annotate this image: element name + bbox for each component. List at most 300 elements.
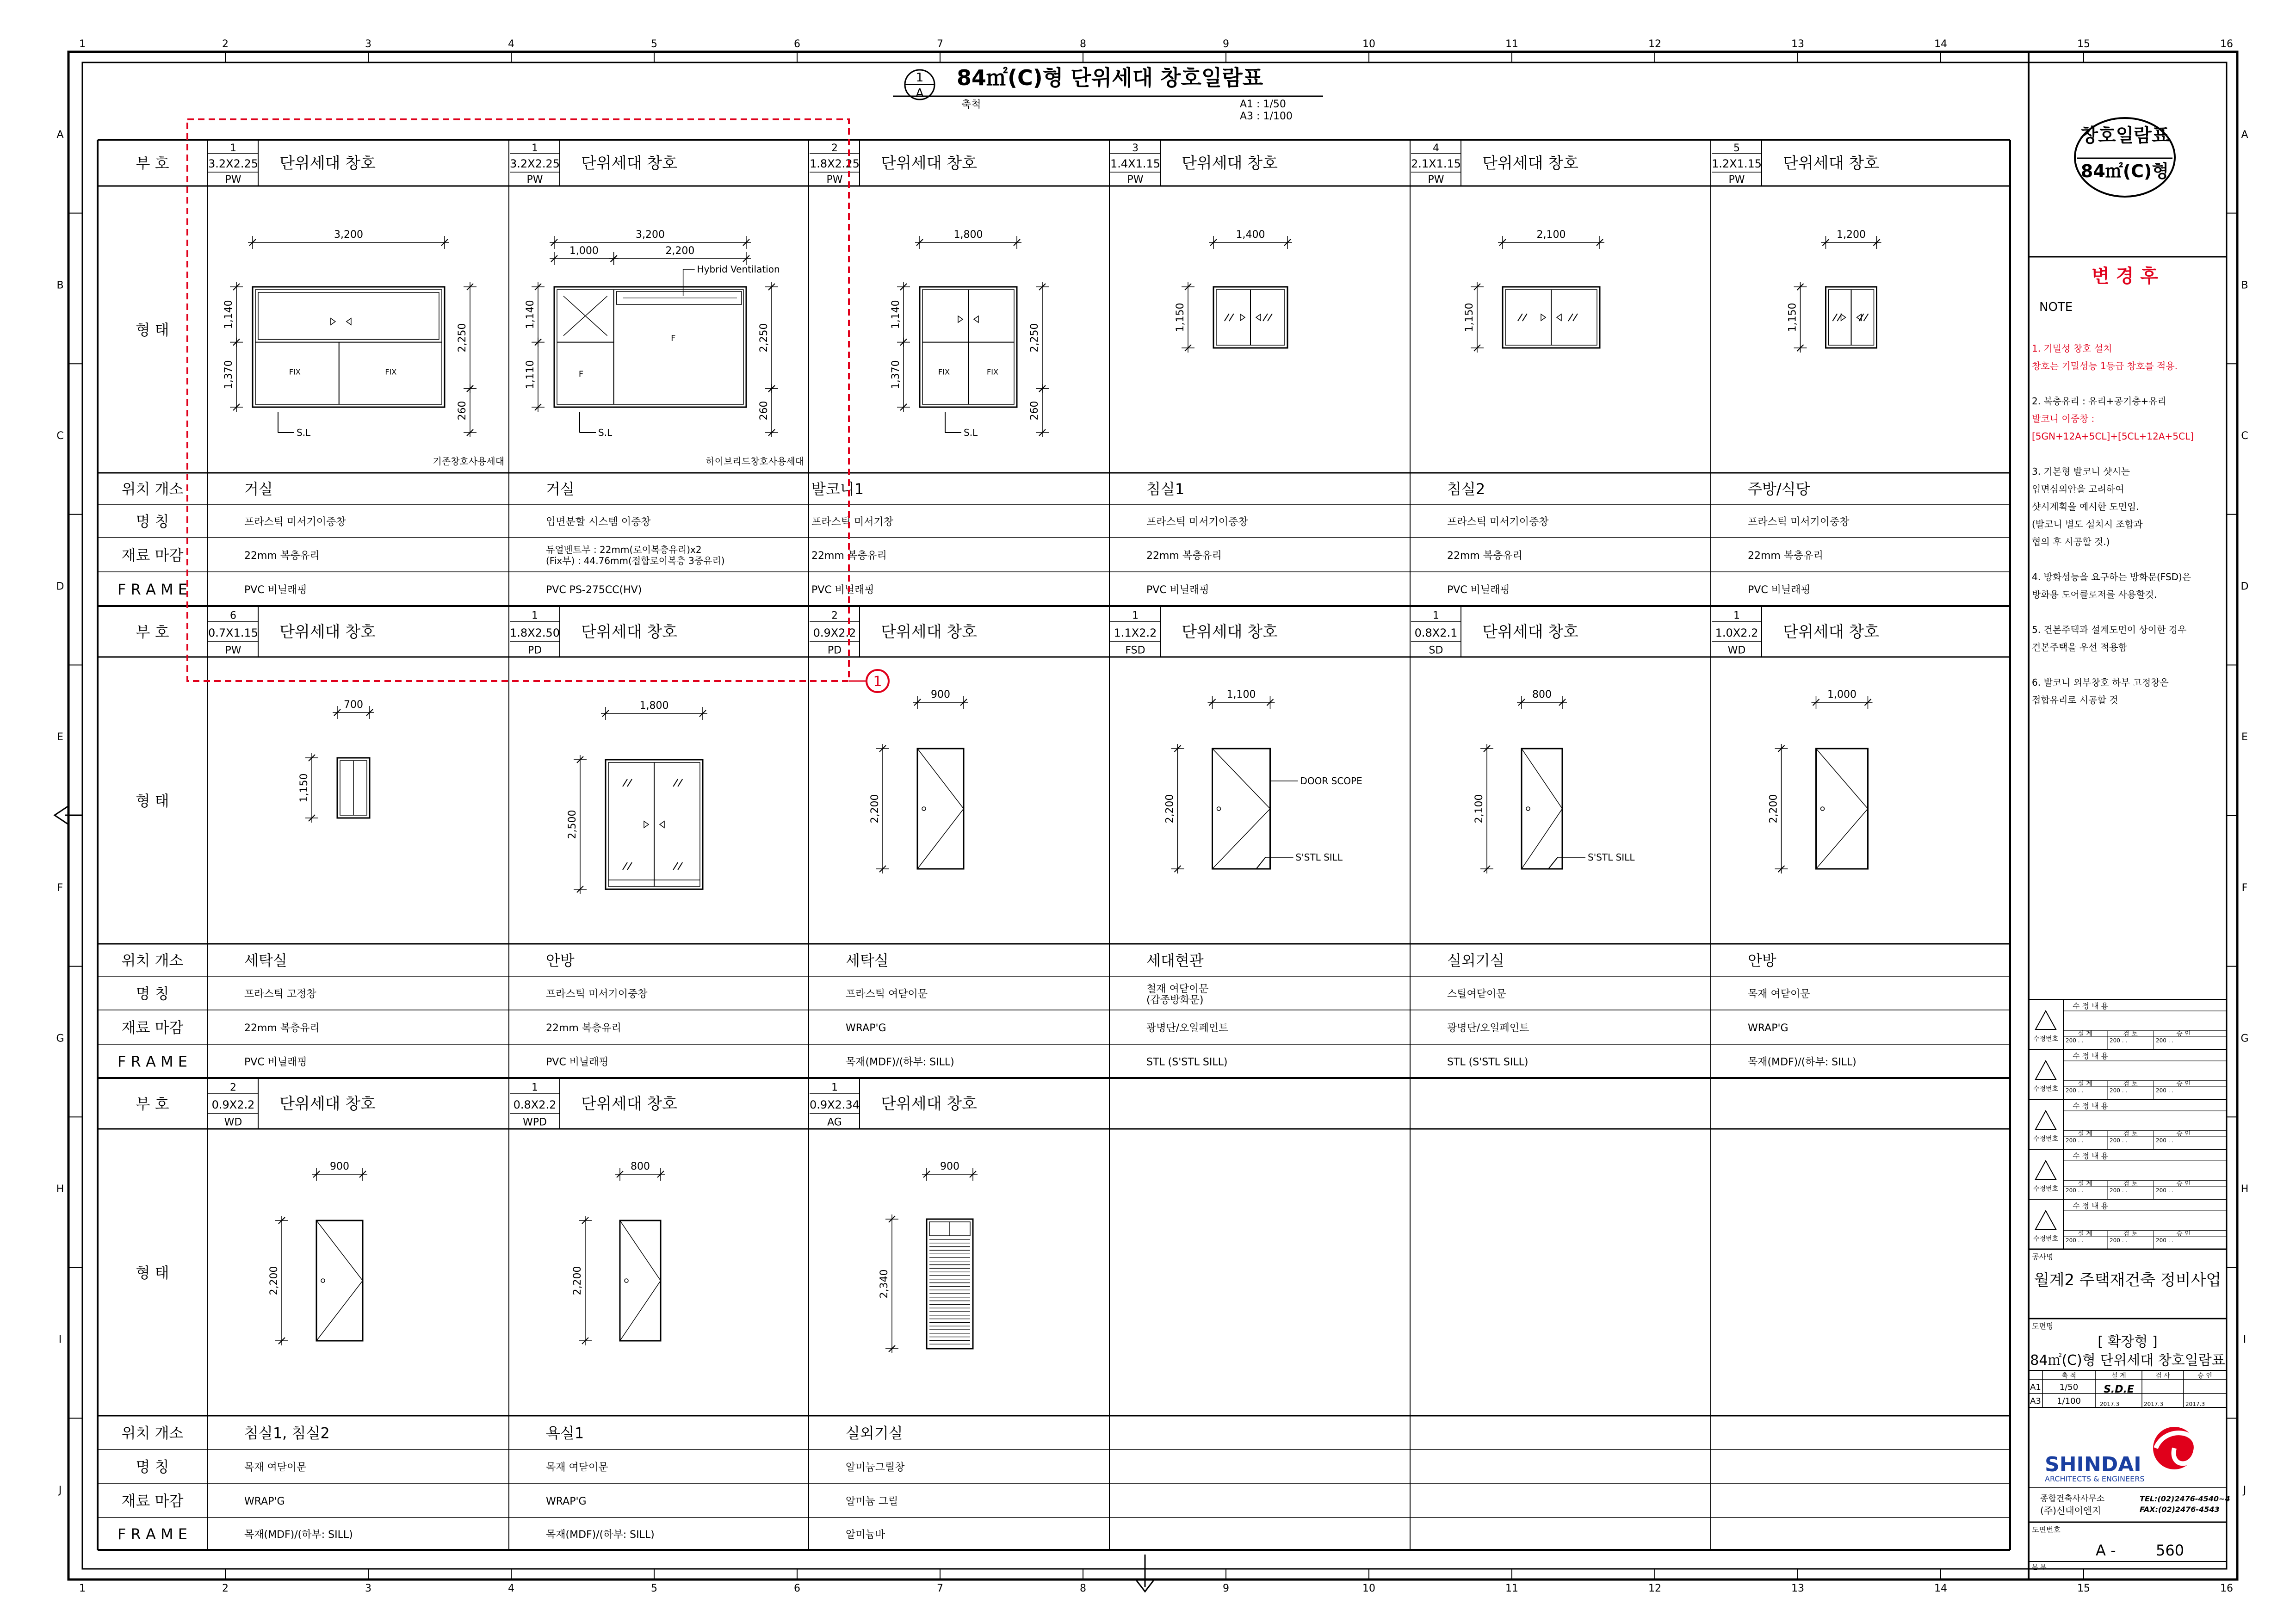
item-size: 0.9X2.2 — [813, 626, 856, 639]
grid-row-label: H — [56, 1183, 64, 1195]
scale-a1: A1 : 1/50 — [1240, 99, 1286, 110]
revision-date: 200 . . — [2066, 1237, 2084, 1244]
item-name: 프라스틱 미서기이중창 — [546, 988, 648, 1000]
item-title: 단위세대 창호 — [881, 154, 977, 173]
item-type: PW — [225, 644, 241, 657]
revision-approve-label: 승 인 — [2176, 1080, 2191, 1088]
item-location: 침실1 — [1146, 480, 1185, 498]
dimension-label: 1,370 — [223, 360, 235, 390]
dimension-label: 2,200 — [1164, 794, 1176, 824]
grid-col-label: 7 — [937, 1583, 943, 1594]
grid-row-label: C — [56, 430, 64, 442]
item-frame: 목재(MDF)/(하부: SILL) — [846, 1056, 954, 1068]
hybrid-callout: Hybrid Ventilation — [697, 264, 780, 275]
sheet-badge-title: 창호일람표 — [2080, 125, 2170, 146]
dimension-label: 800 — [631, 1161, 650, 1172]
company-fax: FAX:(02)2476-4543 — [2140, 1505, 2220, 1514]
revision-approve-label: 승 인 — [2176, 1230, 2191, 1238]
item-title: 단위세대 창호 — [279, 154, 376, 173]
revision-number-label: 수정번호 — [2033, 1135, 2059, 1143]
grid-col-label: 2 — [222, 1583, 229, 1594]
revision-content-label: 수 정 내 용 — [2073, 1102, 2109, 1110]
item-location: 실외기실 — [1447, 952, 1504, 969]
dimension-label: 1,370 — [890, 360, 902, 390]
item-title: 단위세대 창호 — [1783, 154, 1879, 173]
row-label-frame: F R A M E — [117, 1525, 188, 1543]
grid-row-label: E — [2241, 731, 2248, 743]
grid-col-label: 7 — [937, 38, 943, 50]
item-title: 단위세대 창호 — [1783, 623, 1879, 641]
item-name: 스틸여닫이문 — [1447, 988, 1506, 1000]
dimension-label: 2,250 — [1029, 323, 1040, 353]
item-type: AG — [827, 1116, 842, 1128]
elevation-note: 하이브리드창호사용세대 — [706, 456, 804, 467]
revision-number-label: 수정번호 — [2033, 1185, 2059, 1193]
item-type: PD — [527, 644, 542, 657]
item-frame: PVC 비닐래핑 — [1146, 584, 1209, 596]
grid-row-label: D — [2240, 581, 2249, 593]
bonbu-label: 본 부 — [2032, 1564, 2047, 1571]
row-label-finish: 재료 마감 — [121, 1019, 184, 1036]
fix-label: FIX — [385, 367, 397, 377]
dimension-label: 260 — [758, 401, 770, 421]
item-name: 목재 여닫이문 — [1748, 988, 1810, 1000]
grid-row-label: A — [2241, 129, 2248, 141]
item-frame: STL (S'STL SILL) — [1146, 1056, 1228, 1068]
item-type: PD — [827, 644, 842, 657]
dimension-label: 1,000 — [1827, 689, 1857, 700]
dimension-label: 1,110 — [525, 360, 536, 390]
dimension-label: 700 — [344, 699, 363, 711]
grid-col-label: 16 — [2220, 1583, 2233, 1594]
item-type: PW — [225, 174, 241, 186]
grid-row-label: A — [56, 129, 64, 141]
item-count: 1 — [1433, 610, 1439, 622]
grid-col-label: 15 — [2077, 1583, 2090, 1594]
revision-check-label: 검 토 — [2123, 1080, 2138, 1088]
item-name: 프라스틱 미서기이중창 — [1146, 516, 1248, 528]
elevation-note: 기존창호사용세대 — [433, 456, 504, 467]
row-label-location: 위치 개소 — [121, 1424, 184, 1442]
grid-col-label: 10 — [1362, 38, 1375, 50]
dimension-label: 2,200 — [665, 245, 695, 257]
item-title: 단위세대 창호 — [1182, 623, 1278, 641]
note-line: 견본주택을 우선 적용함 — [2032, 642, 2127, 653]
revision-date: 200 . . — [2066, 1137, 2084, 1144]
scale-sheet: A3 — [2030, 1396, 2041, 1406]
item-finish: 듀얼벤트부 : 22mm(로이복층유리)x2 — [546, 544, 702, 555]
item-size: 2.1X1.15 — [1411, 157, 1461, 170]
changed-label: 변 경 후 — [2092, 266, 2158, 287]
revision-design-label: 설 계 — [2078, 1080, 2092, 1088]
item-location: 세탁실 — [244, 952, 287, 969]
item-title: 단위세대 창호 — [581, 154, 677, 173]
item-size: 0.8X2.1 — [1414, 626, 1458, 639]
dimension-label: 1,150 — [298, 773, 310, 803]
item-name: 프라스틱 미서기이중창 — [1748, 516, 1850, 528]
item-title: 단위세대 창호 — [279, 623, 376, 641]
item-location: 욕실1 — [546, 1424, 584, 1442]
item-title: 단위세대 창호 — [1182, 154, 1278, 173]
drawing-no-prefix: A - — [2096, 1542, 2116, 1559]
row-label-location: 위치 개소 — [121, 480, 184, 498]
scale-value: 1/100 — [2057, 1396, 2081, 1406]
dimension-label: 1,140 — [525, 300, 536, 329]
grid-col-label: 11 — [1505, 38, 1518, 50]
dimension-label: 3,200 — [636, 229, 665, 241]
row-label-name: 명 칭 — [136, 1458, 169, 1476]
revision-check-label: 검 토 — [2123, 1030, 2138, 1038]
grid-col-label: 6 — [794, 1583, 800, 1594]
dimension-label: 3,200 — [334, 229, 363, 241]
item-frame: PVC 비닐래핑 — [244, 1056, 307, 1068]
grid-row-label: F — [57, 882, 63, 894]
item-frame: PVC PS-275CC(HV) — [546, 584, 642, 596]
note-line: 협의 후 시공할 것.) — [2032, 536, 2110, 547]
dimension-label: 2,200 — [268, 1266, 280, 1295]
grid-col-label: 1 — [79, 38, 86, 50]
drawing-no-label: 도면번호 — [2032, 1525, 2061, 1534]
revision-date: 200 . . — [2156, 1087, 2174, 1094]
item-finish: 22mm 복층유리 — [244, 1022, 320, 1034]
dimension-label: 1,800 — [639, 700, 669, 712]
item-location: 주방/식당 — [1748, 480, 1810, 498]
project-name: 월계2 주택재건축 정비사업 — [2034, 1271, 2222, 1289]
note-line: 6. 발코니 외부창호 하부 고정창은 — [2032, 677, 2169, 688]
item-size: 0.9X2.2 — [211, 1098, 255, 1111]
item-location: 침실1, 침실2 — [244, 1424, 330, 1442]
grid-col-label: 10 — [1362, 1583, 1375, 1594]
item-name: 목재 여닫이문 — [546, 1462, 608, 1474]
item-title: 단위세대 창호 — [1482, 623, 1578, 641]
note-line: 입면심의안을 고려하여 — [2032, 483, 2124, 495]
grid-col-label: 5 — [651, 38, 657, 50]
scale-label: 축척 — [961, 99, 981, 111]
grid-col-label: 13 — [1791, 38, 1804, 50]
row-label-name: 명 칭 — [136, 513, 169, 530]
revision-number-label: 수정번호 — [2033, 1035, 2059, 1043]
item-name: 프라스틱 미서기이중창 — [1447, 516, 1549, 528]
grid-col-label: 12 — [1648, 38, 1661, 50]
dimension-label: 1,150 — [1175, 303, 1186, 332]
design-head: 설 계 — [2111, 1372, 2126, 1380]
item-name: 프라스틱 미서기창 — [811, 516, 894, 528]
note-line: 4. 방화성능을 요구하는 방화문(FSD)은 — [2032, 571, 2191, 582]
company-logo: SHINDAI — [2045, 1453, 2141, 1476]
dimension-label: 1,400 — [1236, 229, 1265, 241]
row-label-form: 형 태 — [136, 1264, 169, 1282]
grid-col-label: 9 — [1223, 1583, 1229, 1594]
grid-col-label: 4 — [508, 1583, 514, 1594]
note-line: [5GN+12A+5CL]+[5CL+12A+5CL] — [2032, 431, 2194, 442]
item-name: 철재 여닫이문 — [1146, 983, 1209, 995]
fix-label: F — [671, 334, 676, 343]
dimension-label: 2,500 — [567, 810, 578, 839]
item-count: 1 — [532, 610, 538, 622]
grid-row-label: I — [2243, 1334, 2246, 1346]
item-finish: 22mm 복층유리 — [244, 550, 320, 562]
grid-row-label: F — [2241, 882, 2248, 894]
item-size: 1.0X2.2 — [1715, 626, 1758, 639]
item-name: 프라스틱 고정창 — [244, 988, 316, 1000]
scale-a3: A3 : 1/100 — [1240, 111, 1293, 122]
revision-check-label: 검 토 — [2123, 1230, 2138, 1238]
scale-value: 1/50 — [2059, 1382, 2079, 1392]
item-count: 1 — [831, 1082, 838, 1094]
grid-col-label: 5 — [651, 1583, 657, 1594]
revision-date: 200 . . — [2110, 1137, 2128, 1144]
row-label-form: 형 태 — [136, 792, 169, 810]
grid-row-label: J — [2243, 1485, 2246, 1497]
note-line: (발코니 별도 설치시 조합과 — [2032, 519, 2143, 530]
dimension-label: 2,200 — [869, 794, 881, 824]
item-frame: 목재(MDF)/(하부: SILL) — [546, 1529, 655, 1541]
grid-col-label: 8 — [1080, 38, 1086, 50]
item-finish: 광명단/오일페인트 — [1146, 1022, 1229, 1034]
grid-row-label: J — [58, 1485, 62, 1497]
item-size: 1.8X2.25 — [809, 157, 860, 170]
item-count: 3 — [1132, 142, 1139, 154]
revision-design-label: 설 계 — [2078, 1230, 2092, 1238]
fix-label: FIX — [938, 367, 950, 377]
item-size: 0.7X1.15 — [208, 626, 259, 639]
item-name: 프라스틱 미서기이중창 — [244, 516, 346, 528]
grid-col-label: 14 — [1934, 38, 1947, 50]
project-label: 공사명 — [2032, 1252, 2054, 1261]
revision-content-label: 수 정 내 용 — [2073, 1152, 2109, 1160]
grid-row-label: H — [2240, 1183, 2249, 1195]
item-finish: WRAP'G — [846, 1022, 886, 1034]
grid-col-label: 4 — [508, 38, 514, 50]
company-tel: TEL:(02)2476-4540~4 — [2140, 1494, 2230, 1503]
item-finish: 알미늄 그릴 — [846, 1496, 898, 1507]
dimension-label: 900 — [940, 1161, 959, 1172]
note-line: 창호는 기밀성능 1등급 창호를 적용. — [2032, 360, 2178, 372]
approval-date: 2017.3 — [2144, 1401, 2163, 1407]
item-count: 2 — [230, 1082, 236, 1094]
item-size: 1.1X2.2 — [1114, 626, 1157, 639]
dimension-label: 800 — [1532, 689, 1552, 700]
item-frame: 목재(MDF)/(하부: SILL) — [244, 1529, 353, 1541]
sheet-badge-sub: 84㎡(C)형 — [2080, 161, 2169, 181]
item-location: 안방 — [1748, 952, 1776, 969]
note-line: 방화용 도어클로저를 사용할것. — [2032, 589, 2157, 600]
revision-date: 200 . . — [2066, 1187, 2084, 1194]
grid-col-label: 3 — [365, 38, 371, 50]
revision-date: 200 . . — [2066, 1037, 2084, 1044]
grid-col-label: 3 — [365, 1583, 371, 1594]
item-size: 0.9X2.34 — [809, 1098, 860, 1111]
item-location: 세대현관 — [1146, 952, 1204, 969]
revision-marker-label: 1 — [873, 674, 882, 690]
dimension-label: 2,340 — [879, 1269, 890, 1299]
dimension-label: 1,200 — [1837, 229, 1866, 241]
revision-number-label: 수정번호 — [2033, 1085, 2059, 1093]
sill-level-label: S.L — [297, 427, 311, 438]
revision-date: 200 . . — [2156, 1187, 2174, 1194]
grid-col-label: 6 — [794, 38, 800, 50]
page-title: 84㎡(C)형 단위세대 창호일람표 — [957, 65, 1263, 90]
revision-date: 200 . . — [2156, 1237, 2174, 1244]
drawing-name-2: 84㎡(C)형 단위세대 창호일람표 — [2030, 1352, 2225, 1369]
item-type: PW — [1428, 174, 1444, 186]
item-location: 거실 — [244, 480, 273, 498]
door-scope-callout: DOOR SCOPE — [1300, 775, 1362, 787]
item-count: 5 — [1733, 142, 1740, 154]
revision-design-label: 설 계 — [2078, 1180, 2092, 1188]
drawing-name-1: [ 확장형 ] — [2098, 1334, 2158, 1350]
item-frame: PVC 비닐래핑 — [1748, 584, 1811, 596]
item-type: PW — [1127, 174, 1144, 186]
revision-date: 200 . . — [2110, 1237, 2128, 1244]
dimension-label: 2,250 — [457, 323, 468, 353]
sill-callout: S'STL SILL — [1295, 852, 1343, 863]
item-type: PW — [526, 174, 543, 186]
dimension-label: 2,100 — [1536, 229, 1566, 241]
dimension-label: 1,150 — [1787, 303, 1799, 332]
fix-label: FIX — [987, 367, 998, 377]
item-finish: 22mm 복층유리 — [1146, 550, 1222, 562]
item-finish: WRAP'G — [546, 1496, 587, 1507]
item-type: PW — [826, 174, 843, 186]
revision-approve-label: 승 인 — [2176, 1030, 2191, 1038]
item-size: 1.4X1.15 — [1110, 157, 1161, 170]
revision-date: 200 . . — [2156, 1137, 2174, 1144]
dimension-label: 1,000 — [569, 245, 599, 257]
revision-date: 200 . . — [2110, 1037, 2128, 1044]
note-line: 접합유리로 시공할 것 — [2032, 694, 2118, 706]
grid-row-label: G — [2240, 1033, 2249, 1045]
grid-col-label: 14 — [1934, 1583, 1947, 1594]
company-subtitle: ARCHITECTS & ENGINEERS — [2045, 1474, 2145, 1483]
revision-date: 200 . . — [2156, 1037, 2174, 1044]
dimension-label: 1,140 — [890, 300, 902, 329]
item-title: 단위세대 창호 — [881, 1095, 977, 1113]
row-label-frame: F R A M E — [117, 581, 188, 598]
revision-approve-label: 승 인 — [2176, 1180, 2191, 1188]
sill-level-label: S.L — [598, 427, 613, 438]
item-title: 단위세대 창호 — [581, 1095, 677, 1113]
row-label-code: 부 호 — [136, 1095, 169, 1113]
revision-check-label: 검 토 — [2123, 1180, 2138, 1188]
revision-date: 200 . . — [2110, 1087, 2128, 1094]
grid-col-label: 2 — [222, 38, 229, 50]
item-finish: 22mm 복층유리 — [1447, 550, 1522, 562]
item-finish: 광명단/오일페인트 — [1447, 1022, 1529, 1034]
item-location: 거실 — [546, 480, 575, 498]
item-type: PW — [1728, 174, 1745, 186]
item-frame: STL (S'STL SILL) — [1447, 1056, 1529, 1068]
item-finish: 22mm 복층유리 — [1748, 550, 1823, 562]
row-label-name: 명 칭 — [136, 985, 169, 1003]
revision-design-label: 설 계 — [2078, 1130, 2092, 1138]
item-type: WPD — [523, 1116, 547, 1128]
item-type: WD — [224, 1116, 242, 1128]
revision-content-label: 수 정 내 용 — [2073, 1052, 2109, 1060]
designer: S.D.E — [2104, 1384, 2134, 1395]
detail-number: 1 — [916, 71, 924, 85]
item-count: 2 — [831, 610, 838, 622]
dimension-label: 900 — [330, 1161, 349, 1172]
approve-head: 승 인 — [2197, 1372, 2212, 1380]
row-label-form: 형 태 — [136, 321, 169, 339]
grid-col-label: 1 — [79, 1583, 86, 1594]
grid-row-label: D — [56, 581, 64, 593]
item-name: 프라스틱 여닫이문 — [846, 988, 928, 1000]
item-location: 발코니1 — [811, 480, 864, 498]
item-count: 1 — [1733, 610, 1740, 622]
grid-row-label: G — [56, 1033, 64, 1045]
note-line: 샷시계획을 예시한 도면임. — [2032, 501, 2139, 512]
dimension-label: 1,150 — [1464, 303, 1475, 332]
scale-sheet: A1 — [2030, 1382, 2041, 1392]
item-name: 목재 여닫이문 — [244, 1462, 307, 1474]
item-finish: (Fix부) : 44.76mm(접합로이복층 3중유리) — [546, 555, 725, 566]
grid-col-label: 9 — [1223, 38, 1229, 50]
item-count: 1 — [230, 142, 236, 154]
item-name: 알미늄그릴창 — [846, 1462, 905, 1474]
row-label-frame: F R A M E — [117, 1053, 188, 1071]
note-line: 2. 복층유리 : 유리+공기층+유리 — [2032, 396, 2166, 407]
item-count: 2 — [831, 142, 838, 154]
item-location: 세탁실 — [846, 952, 889, 969]
item-name: (갑종방화문) — [1146, 994, 1204, 1006]
grid-col-label: 8 — [1080, 1583, 1086, 1594]
sill-level-label: S.L — [964, 427, 978, 438]
revision-content-label: 수 정 내 용 — [2073, 1002, 2109, 1010]
check-head: 검 사 — [2155, 1372, 2170, 1380]
note-line: 1. 기밀성 창호 설치 — [2032, 343, 2112, 354]
drawing-no: 560 — [2156, 1542, 2185, 1559]
item-location: 안방 — [546, 952, 575, 969]
approval-date: 2017.3 — [2185, 1401, 2205, 1407]
item-count: 6 — [230, 610, 236, 622]
grid-col-label: 15 — [2077, 38, 2090, 50]
item-frame: 목재(MDF)/(하부: SILL) — [1748, 1056, 1857, 1068]
item-finish: 22mm 복층유리 — [811, 550, 887, 562]
grid-col-label: 16 — [2220, 38, 2233, 50]
note-line: 발코니 이중창 : — [2032, 413, 2095, 424]
grid-col-label: 13 — [1791, 1583, 1804, 1594]
detail-sheet: A — [916, 87, 924, 100]
item-count: 4 — [1433, 142, 1439, 154]
grid-row-label: E — [57, 731, 63, 743]
company-kr-1: 종합건축사사무소 — [2040, 1494, 2105, 1504]
item-title: 단위세대 창호 — [881, 623, 977, 641]
note-label: NOTE — [2039, 300, 2073, 314]
dimension-label: 1,800 — [953, 229, 983, 241]
scale-head: 축 적 — [2061, 1372, 2076, 1380]
revision-number-label: 수정번호 — [2033, 1235, 2059, 1243]
item-name: 입면분할 시스템 이중창 — [546, 516, 651, 528]
row-label-code: 부 호 — [136, 155, 169, 172]
company-kr-2: (주)신대이엔지 — [2040, 1505, 2101, 1516]
row-label-finish: 재료 마감 — [121, 1492, 184, 1510]
item-frame: 알미늄바 — [846, 1529, 885, 1541]
item-size: 1.2X1.15 — [1711, 157, 1762, 170]
grid-row-label: I — [58, 1334, 62, 1346]
item-size: 0.8X2.2 — [513, 1098, 557, 1111]
dimension-label: 2,100 — [1473, 794, 1485, 824]
item-title: 단위세대 창호 — [1482, 154, 1578, 173]
item-count: 1 — [532, 1082, 538, 1094]
dimension-label: 1,140 — [223, 300, 235, 329]
item-finish: WRAP'G — [244, 1496, 285, 1507]
item-frame: PVC 비닐래핑 — [811, 584, 874, 596]
item-count: 1 — [532, 142, 538, 154]
item-title: 단위세대 창호 — [581, 623, 677, 641]
sill-callout: S'STL SILL — [1588, 852, 1635, 863]
